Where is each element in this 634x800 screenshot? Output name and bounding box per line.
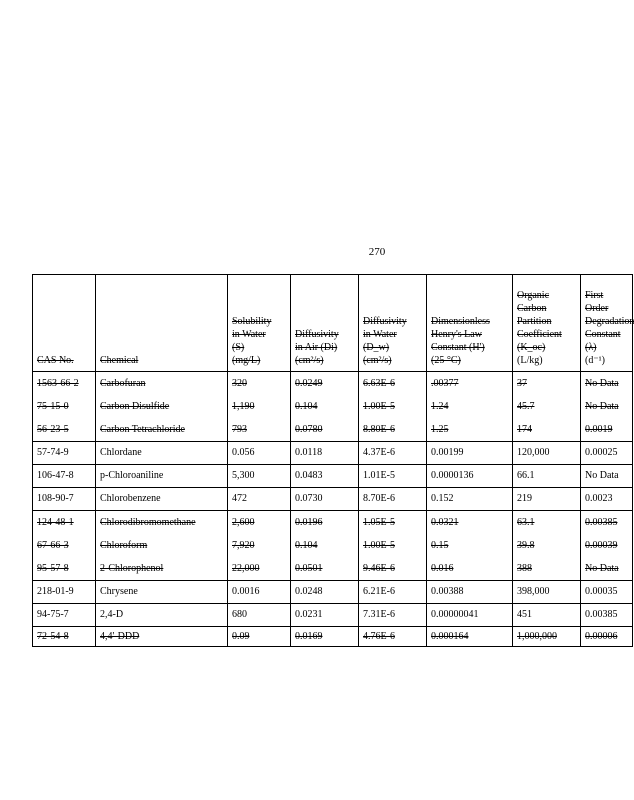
cell-value: 0.00385 [585,517,618,528]
table-row [33,627,633,647]
cell-diffusivity-air [291,488,359,511]
cell-koc [513,511,581,581]
cell-cas-no [33,604,96,627]
cell-value: 0.00388 [431,586,464,597]
cell-value: 451 [517,609,532,620]
cell-diffusivity-water [359,442,427,465]
header-line: (D_w) [363,342,390,353]
cell-diffusivity-water [359,604,427,627]
cell-value: No Data [585,378,619,389]
header-line: Partition [517,316,552,327]
cell-value: 0.016 [431,563,454,574]
header-line: (λ) [585,342,597,353]
cell-chemical [96,627,228,647]
cell-diffusivity-water [359,488,427,511]
header-line: Order [585,303,609,314]
header-solubility [228,275,291,372]
header-line: (25 °C) [431,355,461,366]
cell-value: 174 [517,424,532,435]
cell-value: 6.21E-6 [363,586,395,597]
header-line: Dimensionless [431,316,490,327]
cell-value: 106-47-8 [37,470,74,481]
cell-value: 680 [232,609,247,620]
cell-value: 8.80E-6 [363,424,395,435]
cell-value: 0.0780 [295,424,323,435]
header-line: (mg/L) [232,355,261,366]
header-line: (K_oc) [517,342,546,353]
cell-degradation-constant [581,581,633,604]
cell-koc [513,372,581,442]
cell-value: 0.0249 [295,378,323,389]
cell-value: 1,190 [232,401,255,412]
cell-value: 0.152 [431,493,454,504]
header-cas-no [33,275,96,372]
cell-diffusivity-air [291,465,359,488]
cell-henrys-constant [427,581,513,604]
header-degradation-constant [581,275,633,372]
table-row [33,604,633,627]
cell-henrys-constant [427,511,513,581]
cell-diffusivity-air [291,511,359,581]
cell-value: 4.76E-6 [363,631,395,642]
cell-value: 0.104 [295,540,318,551]
cell-value: Chlorobenzene [100,493,161,504]
cell-chemical [96,581,228,604]
cell-value: 0.0016 [232,586,260,597]
cell-diffusivity-air [291,627,359,647]
header-line: Organic [517,290,550,301]
cell-cas-no [33,442,96,465]
cell-value: 66.1 [517,470,535,481]
cell-value: 0.00199 [431,447,464,458]
cell-value: 0.00000041 [431,609,479,620]
header-line: in Water [232,329,266,340]
header-diffusivity-air [291,275,359,372]
cell-value: 1.01E-5 [363,470,395,481]
cell-value: 45.7 [517,401,535,412]
cell-diffusivity-air [291,442,359,465]
header-line: (d⁻¹) [585,355,605,366]
cell-value: 2,600 [232,517,255,528]
header-chemical [96,275,228,372]
cell-value: 320 [232,378,247,389]
cell-diffusivity-air [291,604,359,627]
cell-value: 57-74-9 [37,447,69,458]
cell-value: 398,000 [517,586,550,597]
header-line: Solubility [232,316,272,327]
cell-value: 0.056 [232,447,255,458]
cell-value: 94-75-7 [37,609,69,620]
cell-value: Carbon Tetrachloride [100,424,185,435]
cell-value: 124-48-1 [37,517,74,528]
table-row [33,488,633,511]
cell-value: 0.0023 [585,493,613,504]
cell-cas-no [33,488,96,511]
cell-henrys-constant [427,465,513,488]
cell-koc [513,465,581,488]
header-line: Chemical [100,355,139,366]
cell-value: 0.00385 [585,609,618,620]
cell-value: 0.15 [431,540,449,551]
cell-degradation-constant [581,627,633,647]
cell-value: 0.0321 [431,517,459,528]
cell-solubility [228,511,291,581]
cell-value: 6.63E-6 [363,378,395,389]
cell-value: 0.00025 [585,447,618,458]
cell-value: 472 [232,493,247,504]
header-line: Degradation [585,316,634,327]
cell-value: 75-15-0 [37,401,69,412]
cell-solubility [228,488,291,511]
cell-value: No Data [585,470,619,481]
cell-value: 218-01-9 [37,586,74,597]
cell-value: 0.0019 [585,424,613,435]
table-row [33,442,633,465]
cell-degradation-constant [581,465,633,488]
cell-value: 1.05E-5 [363,517,395,528]
table-row [33,465,633,488]
cell-diffusivity-water [359,372,427,442]
cell-value: 22,000 [232,563,260,574]
header-koc [513,275,581,372]
cell-cas-no [33,511,96,581]
cell-solubility [228,372,291,442]
cell-value: Chlordane [100,447,142,458]
cell-diffusivity-air [291,372,359,442]
cell-value: Carbofuran [100,378,146,389]
cell-chemical [96,604,228,627]
cell-koc [513,581,581,604]
cell-value: 2-Chlorophenol [100,563,164,574]
cell-diffusivity-air [291,581,359,604]
cell-value: 39.8 [517,540,535,551]
cell-value: 5,300 [232,470,255,481]
cell-solubility [228,442,291,465]
header-line: Coefficient [517,329,562,340]
header-line: CAS No. [37,355,74,366]
cell-chemical [96,442,228,465]
page-number: 270 [368,246,386,258]
cell-value: 0.0730 [295,493,323,504]
cell-value: Chloroform [100,540,148,551]
header-line: Carbon [517,303,547,314]
cell-chemical [96,372,228,442]
cell-value: 72-54-8 [37,631,69,642]
cell-value: 67-66-3 [37,540,69,551]
cell-value: 388 [517,563,532,574]
cell-henrys-constant [427,604,513,627]
cell-value: 63.1 [517,517,535,528]
cell-value: 0.00039 [585,540,618,551]
table-body [33,372,633,647]
cell-value: Carbon Disulfide [100,401,170,412]
cell-value: 0.0000136 [431,470,474,481]
header-line: in Water [363,329,397,340]
cell-cas-no [33,465,96,488]
cell-value: 8.70E-6 [363,493,395,504]
header-line: (L/kg) [517,355,543,366]
cell-value: 1,000,000 [517,631,557,642]
table-row [33,581,633,604]
cell-degradation-constant [581,604,633,627]
table-header-row [33,275,633,372]
cell-henrys-constant [427,442,513,465]
header-line: First [585,290,604,301]
cell-solubility [228,465,291,488]
cell-cas-no [33,627,96,647]
cell-value: 4,4'-DDD [100,631,140,642]
header-line: Constant (H') [431,342,485,353]
cell-value: 0.0501 [295,563,323,574]
header-line: in Air (Di) [295,342,338,353]
cell-diffusivity-water [359,511,427,581]
header-line: Henry's Law [431,329,482,340]
cell-value: 95-57-8 [37,563,69,574]
cell-value: Chlorodibromomethane [100,517,196,528]
cell-value: Chrysene [100,586,138,597]
table-row-group [33,511,633,581]
cell-solubility [228,604,291,627]
cell-degradation-constant [581,488,633,511]
table-row-group [33,372,633,442]
cell-koc [513,488,581,511]
cell-value: No Data [585,401,619,412]
cell-value: 0.0169 [295,631,323,642]
cell-solubility [228,581,291,604]
cell-value: 0.104 [295,401,318,412]
cell-value: p-Chloroaniline [100,470,164,481]
cell-solubility [228,627,291,647]
cell-value: 0.00006 [585,631,618,642]
cell-chemical [96,511,228,581]
cell-diffusivity-water [359,627,427,647]
header-line: Constant [585,329,621,340]
cell-value: 1.00E-5 [363,401,395,412]
cell-degradation-constant [581,511,633,581]
cell-value: 0.0196 [295,517,323,528]
cell-value: 7,920 [232,540,255,551]
cell-henrys-constant [427,488,513,511]
cell-degradation-constant [581,442,633,465]
cell-koc [513,604,581,627]
cell-value: 793 [232,424,247,435]
cell-koc [513,442,581,465]
cell-value: 37 [517,378,527,389]
cell-chemical [96,488,228,511]
header-line: (S) [232,342,245,353]
chemical-properties-table-wrapper [32,274,634,642]
cell-value: 108-90-7 [37,493,74,504]
cell-value: 7.31E-6 [363,609,395,620]
cell-henrys-constant [427,627,513,647]
cell-value: 1.00E-5 [363,540,395,551]
cell-value: 120,000 [517,447,550,458]
chemical-properties-table [32,274,633,647]
header-line: Diffusivity [363,316,407,327]
cell-value: 0.0483 [295,470,323,481]
cell-value: 0.00035 [585,586,618,597]
cell-value: .00377 [431,378,459,389]
cell-henrys-constant [427,372,513,442]
cell-cas-no [33,581,96,604]
cell-value: 56-23-5 [37,424,69,435]
cell-value: 0.0118 [295,447,323,458]
cell-value: 2,4-D [100,609,124,620]
cell-diffusivity-water [359,581,427,604]
cell-value: 219 [517,493,532,504]
cell-value: No Data [585,563,619,574]
cell-value: 1.24 [431,401,449,412]
cell-chemical [96,465,228,488]
header-line: (cm²/s) [363,355,392,366]
cell-cas-no [33,372,96,442]
header-henrys-constant [427,275,513,372]
cell-value: 1.25 [431,424,449,435]
cell-diffusivity-water [359,465,427,488]
cell-koc [513,627,581,647]
cell-value: 1563-66-2 [37,378,79,389]
header-diffusivity-water [359,275,427,372]
cell-value: 0.000164 [431,631,469,642]
cell-value: 0.09 [232,631,250,642]
cell-value: 9.46E-6 [363,563,395,574]
cell-degradation-constant [581,372,633,442]
cell-value: 0.0248 [295,586,323,597]
header-line: (cm²/s) [295,355,324,366]
header-line: Diffusivity [295,329,339,340]
cell-value: 0.0231 [295,609,323,620]
cell-value: 4.37E-6 [363,447,395,458]
